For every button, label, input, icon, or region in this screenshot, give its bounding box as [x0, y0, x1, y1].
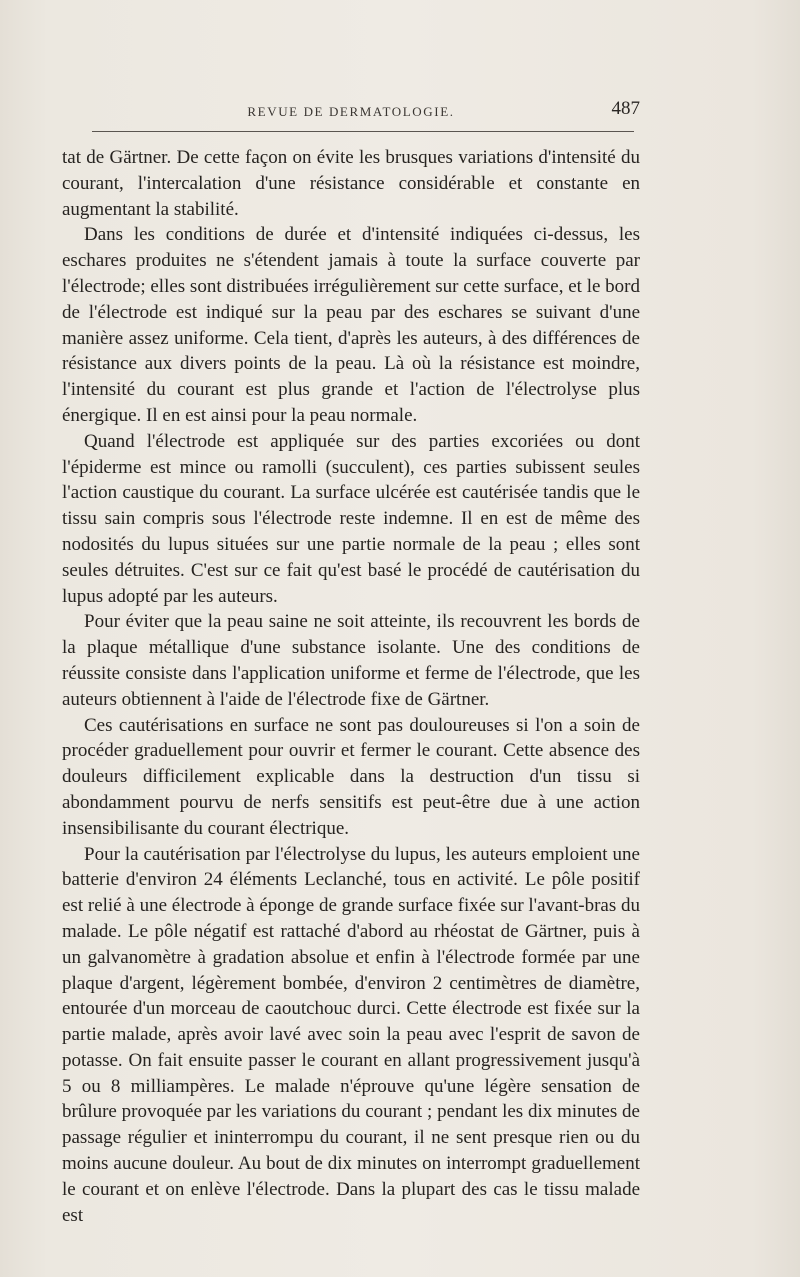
paragraph: Dans les conditions de durée et d'intensité indiquées ci-dessus, les eschares produites ne s'étendent jamais à toute la surface couverte par l'électrode; elles sont distribuées irrégulièrement sur cette surface, et le bord de l'électrode est indiqué sur la peau par des eschares se suivant d'une manière assez uniforme. Cela tient, d'après les auteurs, à des différences de résistance aux divers points de la peau. Là où la résistance est moindre, l'intensité du courant est plus grande et l'action de l'électrolyse plus énergique. Il en est ainsi pour la peau normale. [62, 224, 640, 426]
paragraph: Ces cautérisations en surface ne sont pas douloureuses si l'on a soin de procéder graduellement pour ouvrir et fermer le courant. Cette absence des douleurs difficilement explicable dans la destruction d'un tissu si abondamment pourvu de nerfs sensitifs est peut-être due à une action insensibilisante du courant électrique. [62, 714, 640, 839]
paragraph: tat de Gärtner. De cette façon on évite les brusques variations d'intensité du courant, l'intercalation d'une résistance considérable et constante en augmentant la stabilité. [62, 147, 640, 220]
running-title: REVUE DE DERMATOLOGIE. [247, 104, 455, 119]
running-head [62, 98, 640, 126]
body-text [62, 145, 640, 1228]
page-number: 487 [611, 98, 640, 119]
paragraph: Quand l'électrode est appliquée sur des parties excoriées ou dont l'épiderme est mince ou ramolli (succulent), ces parties subissent seules l'action caustique du courant. La surface ulcérée est cautérisée tandis que le tissu sain compris sous l'électrode reste indemne. Il en est de même des nodosités du lupus situées sur une partie normale de la peau ; elles sont seules détruites. C'est sur ce fait qu'est basé le procédé de cautérisation du lupus adopté par les auteurs. [62, 430, 640, 607]
header-rule [92, 131, 634, 132]
paragraph: Pour éviter que la peau saine ne soit atteinte, ils recouvrent les bords de la plaque métallique d'une substance isolante. Une des conditions de réussite consiste dans l'application uniforme et ferme de l'électrode, que les auteurs obtiennent à l'aide de l'électrode fixe de Gärtner. [62, 611, 640, 710]
paragraph: Pour la cautérisation par l'électrolyse du lupus, les auteurs emploient une batterie d'environ 24 éléments Leclanché, tous en activité. Le pôle positif est relié à une électrode à éponge de grande surface fixée sur l'avant-bras du malade. Le pôle négatif est rattaché d'abord au rhéostat de Gärtner, puis à un galvanomètre à gradation absolue et enfin à l'électrode formée par une plaque d'argent, légèrement bombée, d'environ 2 centimètres de diamètre, entourée d'un morceau de caoutchouc durci. Cette électrode est fixée sur la partie malade, après avoir lavé avec soin la peau avec l'esprit de savon de potasse. On fait ensuite passer le courant en allant progressivement jusqu'à 5 ou 8 milliampères. Le malade n'éprouve qu'une légère sensation de brûlure provoquée par les variations du courant ; pendant les dix minutes de passage régulier et ininterrompu du courant, il ne sent presque rien ou du moins aucune douleur. Au bout de dix minutes on interrompt graduellement le courant et on enlève l'électrode. Dans la plupart des cas le tissu malade est [62, 843, 640, 1226]
